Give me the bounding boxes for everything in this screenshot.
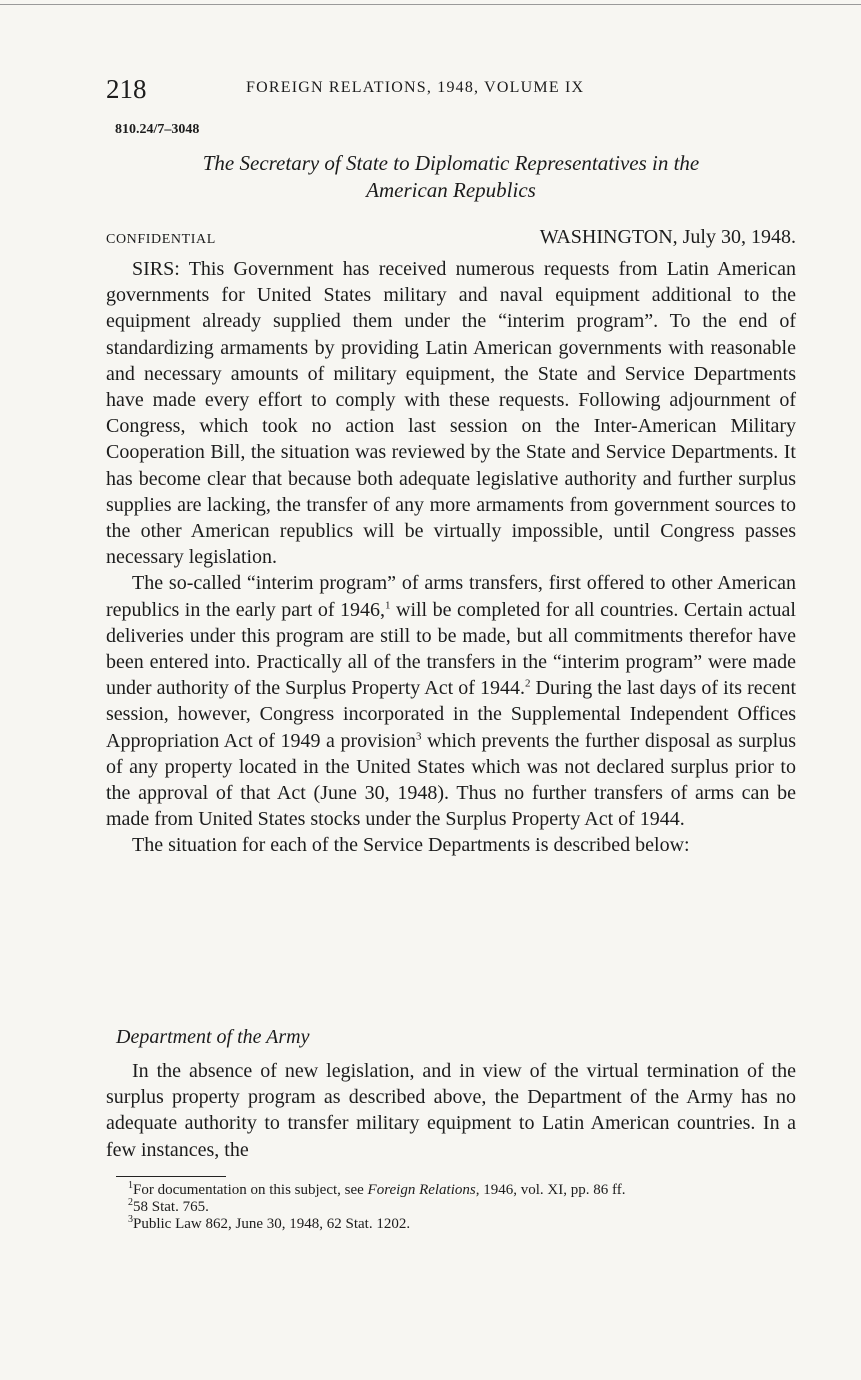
page-header <box>106 74 796 108</box>
section-heading-army: Department of the Army <box>116 1026 310 1048</box>
page-number: 218 <box>106 74 147 104</box>
place-date: WASHINGTON, July 30, 1948. <box>539 226 796 248</box>
footnote-1-text-a: For documentation on this subject, see <box>133 1182 368 1198</box>
footnote-3-text: Public Law 862, June 30, 1948, 62 Stat. 1202. <box>133 1216 411 1232</box>
paragraph-4: In the absence of new legislation, and in view of the virtual termination of the surplus property program as described above, the Department of the Army has no adequate authority to transfer military equipment to Latin American countries. In a few instances, the <box>106 1060 796 1161</box>
paragraph-2 <box>106 570 796 832</box>
footnote-ref-2: 2 <box>524 677 531 690</box>
document-title-line-2: American Republics <box>366 178 536 202</box>
footnote-mark-3: 3 <box>128 1214 133 1225</box>
letter-body <box>106 256 796 859</box>
document-title <box>106 150 796 204</box>
army-section-body <box>106 1058 796 1163</box>
document-title-line-1: The Secretary of State to Diplomatic Representatives in the <box>202 151 700 175</box>
footnote-mark-2: 2 <box>128 1197 133 1208</box>
paragraph-2-part-c: During the last days of its recent session, however, Congress incorporated in the Supplemental Independent Offices Appropriation Act of 1949 a provision <box>106 677 796 752</box>
file-number: 810.24/7–3048 <box>115 122 200 137</box>
footnote-2-text: 58 Stat. 765. <box>133 1199 209 1215</box>
paragraph-2-part-d: which prevents the further disposal as surplus of any property located in the United States which was not declared surplus prior to the approval of that Act (June 30, 1948). Thus no further transfers of arms can be made from United States stocks under the Surplus Property Act of 1944. <box>106 729 796 831</box>
footnote-1-title: Foreign Relations <box>367 1182 476 1198</box>
paragraph-1: SIRS: This Government has received numerous requests from Latin American governments for United States military and naval equipment additional to the equipment already supplied them under the “interim program”. To the end of standardizing armaments by providing Latin American governments with reasonable and necessary amounts of military equipment, the State and Service Departments have made every effort to comply with these requests. Following adjournment of Congress, which took no action last session on the Inter-American Military Cooperation Bill, the situation was reviewed by the State and Service Departments. It has become clear that because both adequate legislative authority and further surplus supplies are lacking, the transfer of any more armaments from government sources to the other American republics will be virtually impossible, until Congress passes necessary legislation. <box>106 258 796 569</box>
paragraph-2-part-a: The so-called “interim program” of arms transfers, first offered to other American republics in the early part of 1946, <box>106 572 796 621</box>
dateline <box>106 226 796 254</box>
scan-edge-line <box>0 4 861 5</box>
footnote-divider <box>116 1176 226 1177</box>
running-head: FOREIGN RELATIONS, 1948, VOLUME IX <box>246 79 585 96</box>
footnote-ref-1: 1 <box>385 598 391 611</box>
classification-label: CONFIDENTIAL <box>106 232 216 247</box>
footnote-1-text-b: , 1946, vol. XI, pp. 86 ff. <box>475 1182 626 1198</box>
footnote-3 <box>116 1216 796 1233</box>
footnote-mark-1: 1 <box>128 1180 133 1191</box>
paragraph-3: The situation for each of the Service Departments is described below: <box>132 834 690 857</box>
footnote-ref-3: 3 <box>416 730 422 742</box>
paragraph-2-part-b: will be completed for all countries. Certain actual deliveries under this program are still to be made, but all commitments therefor have been entered into. Practically all of the transfers in the “interim program” were made under authority of the Surplus Property Act of 1944. <box>106 598 796 700</box>
footnote-2 <box>116 1199 796 1216</box>
footnotes <box>116 1182 796 1233</box>
footnote-1 <box>116 1182 796 1199</box>
